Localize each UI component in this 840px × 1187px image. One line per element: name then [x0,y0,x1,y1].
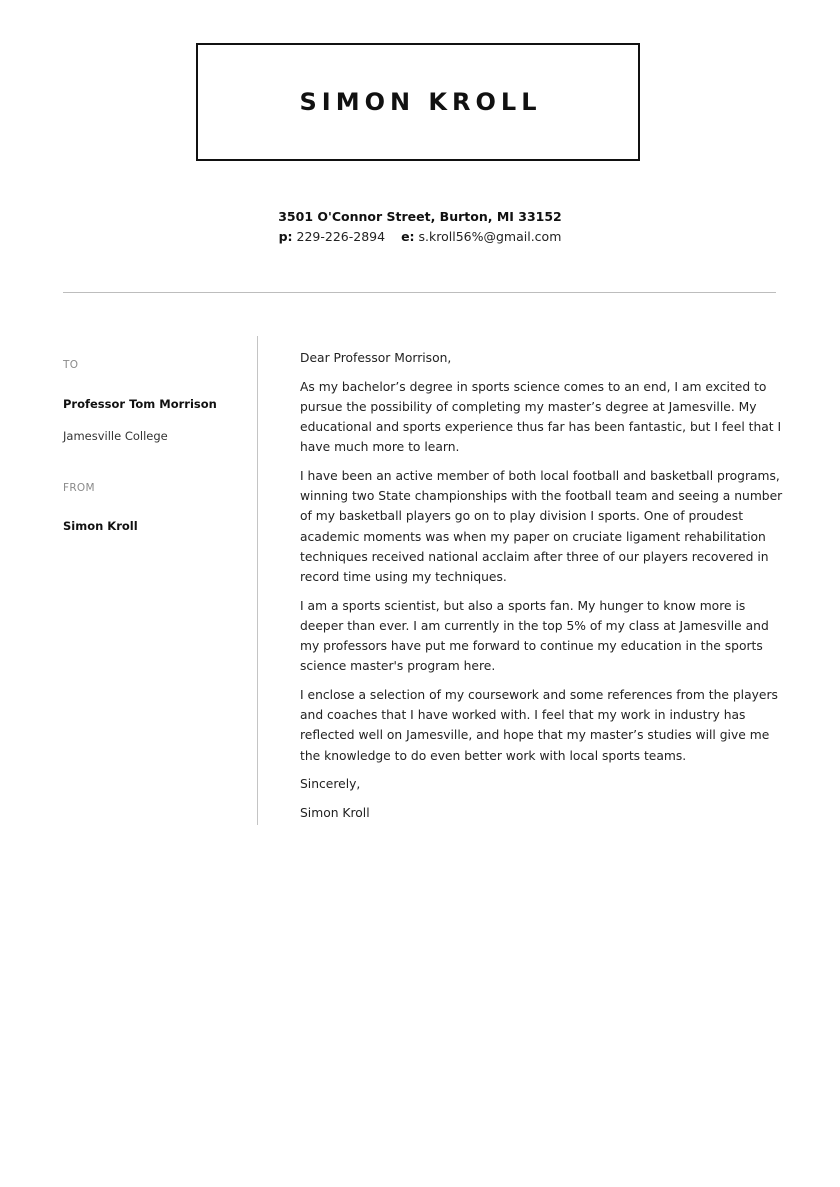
from-label: FROM [63,482,95,494]
signature: Simon Kroll [300,806,370,821]
contact-line [0,227,840,247]
header-divider [63,292,776,293]
name-header-box [196,43,640,161]
email-label: e: [401,229,415,244]
recipient-name: Professor Tom Morrison [63,397,217,411]
sidebar [63,356,243,535]
phone-number: 229-226-2894 [296,229,386,244]
salutation: Dear Professor Morrison, [300,351,452,365]
closing: Sincerely, [300,777,361,792]
letter-body [300,348,785,832]
address: 3501 O'Connor Street, Burton, MI 33152 [278,209,562,224]
phone-label: p: [278,229,293,244]
to-label: TO [63,359,79,371]
applicant-name: SIMON KROLL [299,88,542,116]
sender-name: Simon Kroll [63,519,138,533]
recipient-organization: Jamesville College [63,429,168,443]
column-divider [257,336,258,825]
paragraph: I am a sports scientist, but also a sports fan. My hunger to know more is deeper than ever. I am currently in the top 5% of my class at Jamesville and my professors have put me forward to continue my education in the sports science master's program here. [300,598,769,674]
paragraph: I enclose a selection of my coursework and some references from the players and coaches that I have worked with. I feel that my work in industry has reflected well on Jamesville, and hope that my master’s studies will give me the knowledge to do even better work with local sports teams. [300,688,778,763]
paragraph: As my bachelor’s degree in sports science comes to an end, I am excited to pursue the possibility of completing my master’s degree at Jamesville. My educational and sports experience thus far has been fantastic, but I feel that I have much more to learn. [300,379,782,455]
paragraph: I have been an active member of both local football and basketball programs, winning two State championships with the football team and seeing a number of my basketball players go on to play division I sports. One of proudest academic moments was when my paper on cruciate ligament rehabilitation techniques received national acclaim after three of our players recovered in record time using my techniques. [300,469,783,585]
email-address: s.kroll56%@gmail.com [418,229,562,244]
contact-info [0,207,840,247]
